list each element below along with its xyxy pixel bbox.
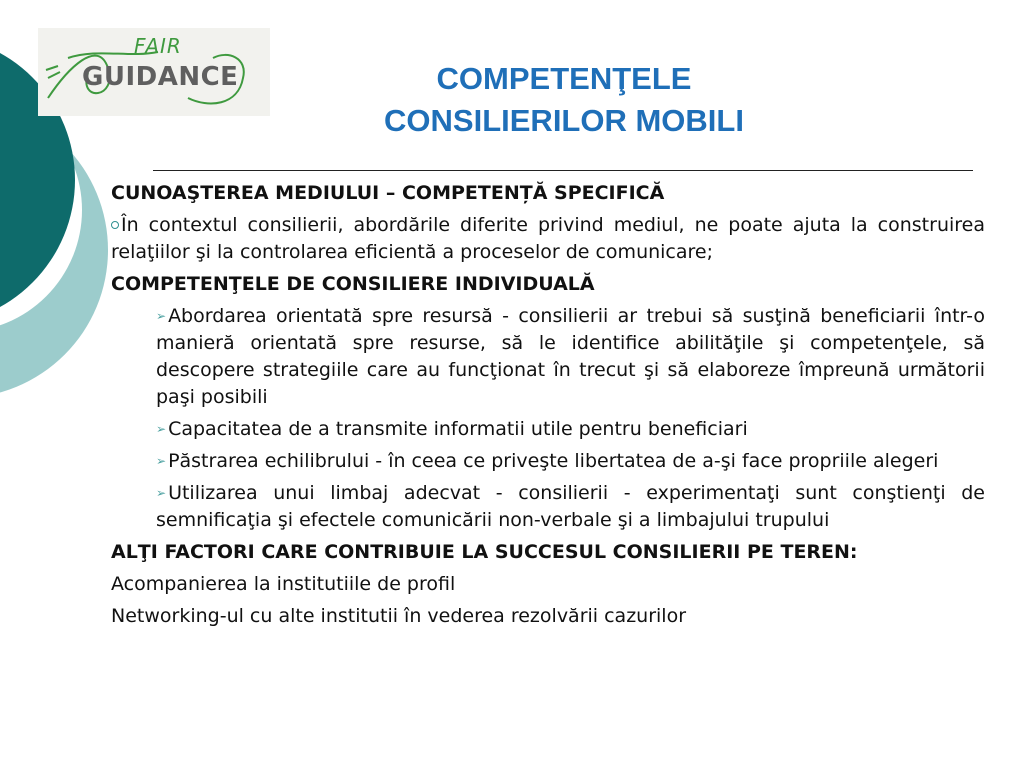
heading-individual-counseling: COMPETENŢELE DE CONSILIERE INDIVIDUALĂ <box>111 273 595 295</box>
text-line-accompaniment: Acompanierea la institutiile de profil <box>111 573 456 595</box>
sub-item <box>156 448 985 475</box>
logo-fair-text: FAIR <box>134 34 182 58</box>
title-line-1: COMPETENŢELE <box>436 61 692 96</box>
sub-item <box>156 480 985 534</box>
circle-bullet-icon <box>111 212 119 239</box>
arrow-bullet-icon: ➢ <box>156 422 167 436</box>
sub-item <box>156 416 985 443</box>
heading-other-factors: ALŢI FACTORI CARE CONTRIBUIE LA SUCCESUL CONSILIERII PE TEREN: <box>111 541 858 563</box>
text-line-networking: Networking-ul cu alte institutii în vederea rezolvării cazurilor <box>111 605 687 627</box>
sub-item-text: Capacitatea de a transmite informatii utile pentru beneficiari <box>168 418 748 440</box>
arrow-bullet-icon: ➢ <box>156 309 167 323</box>
title-divider <box>153 170 973 171</box>
sub-item <box>156 303 985 411</box>
sub-item-text: Păstrarea echilibrului - în ceea ce priveşte libertatea de a-şi face propriile alegeri <box>168 450 939 472</box>
title-line-2: CONSILIERILOR MOBILI <box>384 103 744 138</box>
arrow-bullet-icon: ➢ <box>156 454 167 468</box>
sub-item-text: Abordarea orientată spre resursă - consilierii ar trebui să susţină beneficiarii într-o manieră orientată spre resurse, să le identifice abilităţile şi competenţele, să descopere strategiile care au funcţionat în trecut şi să elaboreze împreună următorii paşi posibili <box>156 305 985 408</box>
arrow-bullet-icon: ➢ <box>156 486 167 500</box>
slide-content <box>111 180 985 630</box>
bullet-context <box>111 212 985 266</box>
page-title <box>300 58 828 142</box>
logo-guidance-text: GUIDANCE <box>82 62 239 92</box>
sub-item-text: Utilizarea unui limbaj adecvat - consilierii - experimentaţi sunt conştienţi de semnificaţia şi efectele comunicării non-verbale şi a limbajului trupului <box>156 482 985 531</box>
fair-guidance-logo <box>38 28 270 116</box>
bullet-context-text: În contextul consilierii, abordările diferite privind mediul, ne poate ajuta la construirea relaţiilor şi la controlarea eficientă a proceselor de comunicare; <box>111 214 985 263</box>
heading-knowledge-environment: CUNOAŞTEREA MEDIULUI – COMPETENȚĂ SPECIFICĂ <box>111 182 665 204</box>
